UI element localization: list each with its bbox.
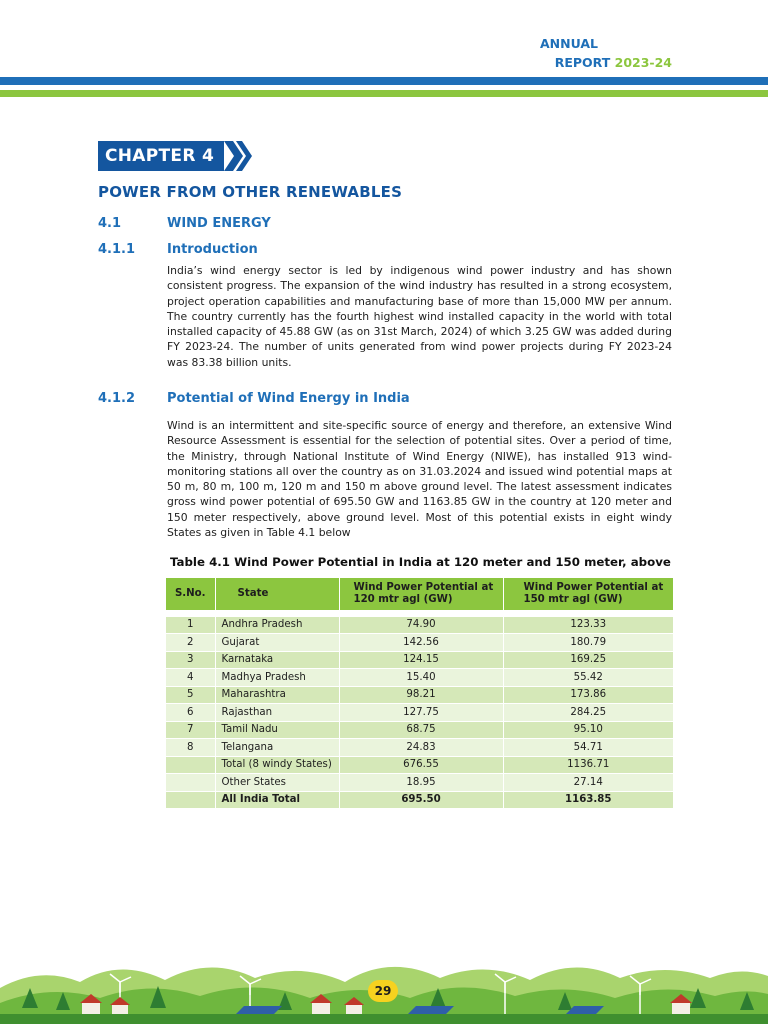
cell-150m: 173.86	[503, 686, 673, 704]
header-year: 2023-24	[614, 55, 672, 70]
section-title: Potential of Wind Energy in India	[167, 391, 410, 406]
table-row	[166, 634, 673, 652]
cell-state: Other States	[215, 774, 339, 792]
section-title: WIND ENERGY	[167, 216, 271, 231]
table-header-row	[166, 578, 673, 610]
cell-state: Madhya Pradesh	[215, 669, 339, 687]
table-row	[166, 739, 673, 757]
cell-120m: 127.75	[339, 704, 503, 722]
header-120m: Wind Power Potential at 120 mtr agl (GW)	[339, 578, 503, 610]
cell-150m: 169.25	[503, 651, 673, 669]
table-row-total	[166, 791, 673, 809]
report-header	[540, 34, 672, 72]
cell-sno: 5	[166, 686, 215, 704]
chevron-right-icon	[224, 141, 254, 171]
cell-state: Karnataka	[215, 651, 339, 669]
cell-120m: 142.56	[339, 634, 503, 652]
header-sno: S.No.	[166, 578, 215, 610]
cell-sno: 4	[166, 669, 215, 687]
wind-potential-table	[166, 578, 673, 809]
cell-sno: 8	[166, 739, 215, 757]
cell-sno	[166, 756, 215, 774]
cell-120m: 676.55	[339, 756, 503, 774]
table-row	[166, 721, 673, 739]
section-title: Introduction	[167, 242, 258, 257]
cell-150m: 95.10	[503, 721, 673, 739]
cell-120m: 124.15	[339, 651, 503, 669]
cell-sno: 3	[166, 651, 215, 669]
header-annual: ANNUAL	[539, 36, 598, 51]
cell-150m: 1163.85	[503, 791, 673, 809]
cell-sno: 7	[166, 721, 215, 739]
header-report-line	[540, 53, 672, 72]
cell-sno: 6	[166, 704, 215, 722]
cell-150m: 123.33	[503, 616, 673, 634]
cell-state: Gujarat	[215, 634, 339, 652]
chapter-title: POWER FROM OTHER RENEWABLES	[98, 183, 403, 201]
cell-120m: 15.40	[339, 669, 503, 687]
cell-120m: 695.50	[339, 791, 503, 809]
cell-120m: 24.83	[339, 739, 503, 757]
cell-state: Rajasthan	[215, 704, 339, 722]
cell-state: Andhra Pradesh	[215, 616, 339, 634]
cell-sno: 2	[166, 634, 215, 652]
header-report: REPORT	[554, 55, 611, 70]
header-rule-green	[0, 90, 768, 97]
cell-150m: 180.79	[503, 634, 673, 652]
cell-150m: 54.71	[503, 739, 673, 757]
cell-120m: 98.21	[339, 686, 503, 704]
cell-120m: 68.75	[339, 721, 503, 739]
cell-150m: 27.14	[503, 774, 673, 792]
table-row	[166, 651, 673, 669]
table-row	[166, 686, 673, 704]
header-state: State	[215, 578, 339, 610]
chapter-badge	[98, 141, 254, 171]
cell-120m: 74.90	[339, 616, 503, 634]
cell-state: All India Total	[215, 791, 339, 809]
cell-state: Total (8 windy States)	[215, 756, 339, 774]
table-caption: Table 4.1 Wind Power Potential in India at 120 meter and 150 meter, above	[170, 555, 671, 569]
cell-150m: 1136.71	[503, 756, 673, 774]
table-row	[166, 669, 673, 687]
cell-sno	[166, 774, 215, 792]
potential-paragraph: Wind is an intermittent and site-specific source of energy and therefore, an extensive Wind Resource Assessment is essential for the selection of potential sites. Over a period of time, the Ministry, through National Institute of Wind Energy (NIWE), has installed 913 wind-monitoring stations all over the country as on 31.03.2024 and issued wind potential maps at 50 m, 80 m, 100 m, 120 m and 150 m above ground level. The latest assessment indicates gross wind power potential of 695.50 GW and 1163.85 GW in the country at 120 meter and 150 meter respectively, above ground level. Most of this potential exists in eight windy States as given in Table 4.1 below	[167, 419, 672, 540]
table-row	[166, 616, 673, 634]
cell-150m: 55.42	[503, 669, 673, 687]
intro-paragraph: India’s wind energy sector is led by indigenous wind power industry and has shown consistent progress. The expansion of the wind industry has resulted in a strong ecosystem, project operation capabilities and manufacturing base of more than 15,000 MW per annum. The country currently has the fourth highest wind installed capacity in the world with total installed capacity of 45.88 GW (as on 31st March, 2024) of which 3.25 GW was added during FY 2023-24. The number of units generated from wind power projects during FY 2023-24 was 83.38 billion units.	[167, 264, 672, 369]
header-150m: Wind Power Potential at 150 mtr agl (GW)	[503, 578, 673, 610]
cell-150m: 284.25	[503, 704, 673, 722]
cell-state: Telangana	[215, 739, 339, 757]
page-number: 29	[368, 980, 398, 1002]
section-number: 4.1.1	[98, 242, 136, 257]
table-row	[166, 704, 673, 722]
section-number: 4.1.2	[98, 391, 136, 406]
cell-state: Tamil Nadu	[215, 721, 339, 739]
table-row	[166, 756, 673, 774]
chapter-label: CHAPTER 4	[98, 141, 224, 171]
cell-sno: 1	[166, 616, 215, 634]
cell-state: Maharashtra	[215, 686, 339, 704]
cell-120m: 18.95	[339, 774, 503, 792]
cell-sno	[166, 791, 215, 809]
header-rule-blue	[0, 77, 768, 85]
table-row	[166, 774, 673, 792]
section-number: 4.1	[98, 216, 122, 231]
